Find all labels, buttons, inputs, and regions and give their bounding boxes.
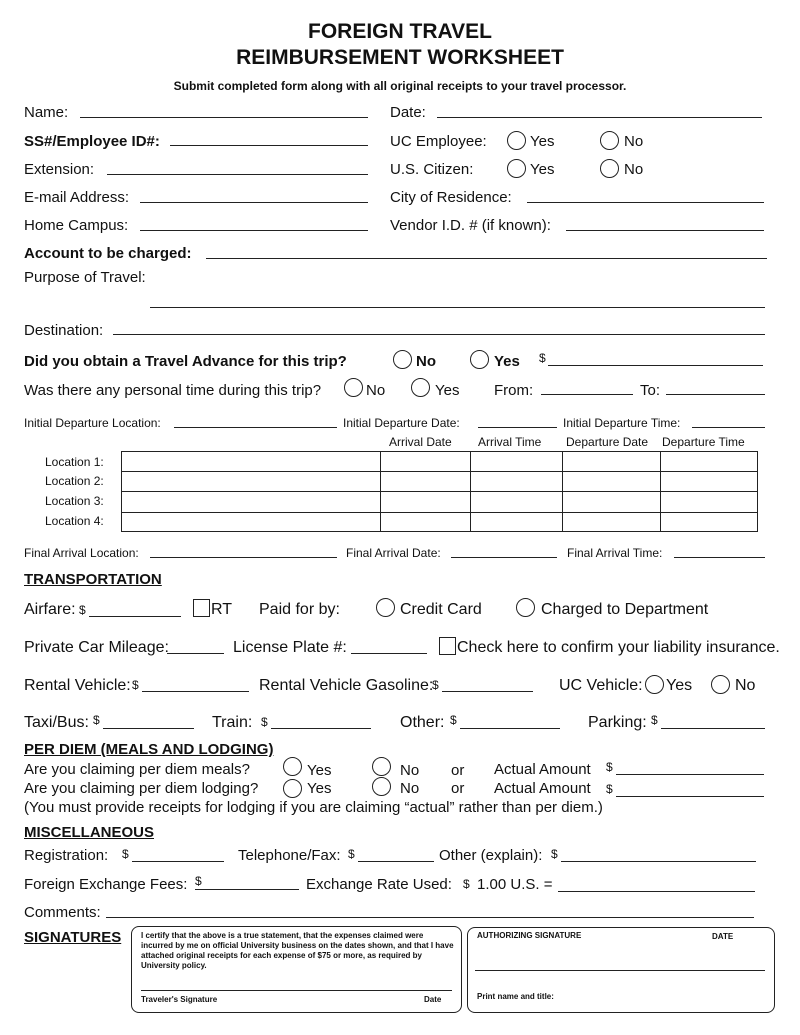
meals-yes-label: Yes [307,762,332,779]
other-field[interactable] [460,728,560,729]
from-label: From: [494,382,534,399]
date-field[interactable] [437,117,762,118]
final-time-field[interactable] [674,557,765,558]
telephone-label: Telephone/Fax: [238,847,341,864]
fx-fees-label: Foreign Exchange Fees: [24,876,188,893]
registration-label: Registration: [24,847,109,864]
meals-no-radio[interactable] [372,757,391,776]
traveler-signature-field[interactable] [141,990,452,991]
airfare-dollar-sign: $ [79,603,86,617]
uc-employee-label: UC Employee: [390,133,487,150]
authorizing-signature-field[interactable] [475,970,765,971]
print-name-label: Print name and title: [477,992,554,1001]
telephone-field[interactable] [358,861,434,862]
personal-time-yes-radio[interactable] [411,378,430,397]
initial-location-field[interactable] [174,427,337,428]
lodging-yes-radio[interactable] [283,779,302,798]
other-dollar-sign: $ [450,713,457,727]
exchange-rate-dollar-sign: $ [463,877,470,891]
credit-card-label: Credit Card [400,601,482,618]
liability-label: Check here to confirm your liability insurance. [457,639,780,656]
transportation-heading: TRANSPORTATION [24,571,162,588]
uc-employee-yes-radio[interactable] [507,131,526,150]
fx-fees-dollar-sign: $ [195,874,202,888]
final-location-label: Final Arrival Location: [24,546,139,560]
traveler-signature-label: Traveler's Signature [141,995,218,1004]
train-dollar-sign: $ [261,715,268,729]
lodging-actual-field[interactable] [616,796,764,797]
taxi-field[interactable] [103,728,194,729]
comments-field[interactable] [106,917,754,918]
form-title-line2: REIMBURSEMENT WORKSHEET [236,46,564,69]
us-citizen-yes-label: Yes [530,161,555,178]
airfare-label: Airfare: [24,601,76,618]
col-header-arrival-date: Arrival Date [389,435,452,449]
location-3-label: Location 3: [45,494,104,508]
traveler-date-label: Date [424,995,442,1004]
city-residence-label: City of Residence: [390,189,512,206]
uc-employee-yes-label: Yes [530,133,555,150]
personal-time-no-label: No [366,382,386,399]
registration-field[interactable] [132,861,224,862]
meals-dollar-sign: $ [606,760,613,774]
charged-dept-label: Charged to Department [541,601,709,618]
col-header-departure-time: Departure Time [662,435,745,449]
credit-card-radio[interactable] [376,598,395,617]
parking-label: Parking: [588,714,647,731]
destination-field[interactable] [113,334,765,335]
final-location-field[interactable] [150,557,337,558]
account-label: Account to be charged: [24,245,192,262]
license-plate-field[interactable] [351,653,427,654]
initial-date-label: Initial Departure Date: [343,416,460,430]
rental-vehicle-label: Rental Vehicle: [24,677,131,694]
lodging-no-radio[interactable] [372,777,391,796]
rt-checkbox[interactable] [193,599,210,617]
destination-label: Destination: [24,322,104,339]
rt-label: RT [211,601,233,618]
advance-dollar-sign: $ [539,351,546,365]
form-title-line1: FOREIGN TRAVEL [308,20,492,43]
fx-fees-field[interactable] [195,889,299,890]
lodging-actual-label: Actual Amount [494,780,591,797]
train-label: Train: [212,714,253,731]
city-residence-field[interactable] [527,202,764,203]
meals-yes-radio[interactable] [283,757,302,776]
advance-no-label: No [416,353,436,370]
signatures-heading: SIGNATURES [24,929,122,946]
lodging-yes-label: Yes [307,780,332,797]
rental-gas-dollar-sign: $ [432,678,439,692]
advance-yes-label: Yes [494,353,520,370]
per-diem-lodging-label: Are you claiming per diem lodging? [24,780,259,797]
us-citizen-no-radio[interactable] [600,159,619,178]
comments-label: Comments: [24,904,101,921]
final-time-label: Final Arrival Time: [567,546,663,560]
parking-dollar-sign: $ [651,713,658,727]
personal-time-question: Was there any personal time during this trip? [24,382,322,399]
col-header-departure-date: Departure Date [566,435,649,449]
private-car-field[interactable] [167,653,224,654]
final-date-field[interactable] [451,557,557,558]
other-explain-dollar-sign: $ [551,847,558,861]
meals-no-label: No [400,762,420,779]
advance-yes-radio[interactable] [470,350,489,369]
taxi-dollar-sign: $ [93,713,100,727]
uc-vehicle-yes-radio[interactable] [645,675,664,694]
to-label: To: [640,382,661,399]
other-explain-label: Other (explain): [439,847,543,864]
rental-vehicle-field[interactable] [142,691,249,692]
other-explain-field[interactable] [561,861,756,862]
exchange-rate-label: Exchange Rate Used: [306,876,452,893]
us-citizen-yes-radio[interactable] [507,159,526,178]
meals-actual-field[interactable] [616,774,764,775]
taxi-label: Taxi/Bus: [24,714,89,731]
name-label: Name: [24,104,69,121]
personal-time-no-radio[interactable] [344,378,363,397]
vendor-id-field[interactable] [566,230,764,231]
initial-date-field[interactable] [478,427,557,428]
purpose-field[interactable] [150,307,765,308]
purpose-label: Purpose of Travel: [24,269,146,286]
extension-label: Extension: [24,161,95,178]
rental-gas-field[interactable] [442,691,533,692]
authorizing-signature-label: AUTHORIZING SIGNATURE [477,931,582,940]
home-campus-label: Home Campus: [24,217,129,234]
lodging-or-label: or [451,780,465,797]
meals-or-label: or [451,762,465,779]
date-label: Date: [390,104,426,121]
us-citizen-label: U.S. Citizen: [390,161,474,178]
exchange-rate-value: 1.00 U.S. = [477,876,553,893]
lodging-dollar-sign: $ [606,782,613,796]
meals-actual-label: Actual Amount [494,761,591,778]
itinerary-row-divider [121,491,758,492]
authorizing-date-label: DATE [712,932,734,941]
initial-time-field[interactable] [692,427,765,428]
email-field[interactable] [140,202,368,203]
email-label: E-mail Address: [24,189,130,206]
uc-vehicle-no-radio[interactable] [711,675,730,694]
account-field[interactable] [206,258,767,259]
itinerary-row-divider [121,471,758,472]
final-date-label: Final Arrival Date: [346,546,441,560]
uc-employee-no-label: No [624,133,644,150]
uc-vehicle-yes-label: Yes [666,677,693,694]
location-1-label: Location 1: [45,455,104,469]
vendor-id-label: Vendor I.D. # (if known): [390,217,551,234]
telephone-dollar-sign: $ [348,847,355,861]
advance-question: Did you obtain a Travel Advance for this trip? [24,353,347,370]
parking-field[interactable] [661,728,765,729]
personal-time-yes-label: Yes [435,382,460,399]
charged-dept-radio[interactable] [516,598,535,617]
initial-time-label: Initial Departure Time: [563,416,681,430]
other-label: Other: [400,714,445,731]
airfare-field[interactable] [89,616,181,617]
per-diem-heading: PER DIEM (MEALS AND LODGING) [24,741,274,758]
per-diem-meals-label: Are you claiming per diem meals? [24,761,250,778]
uc-employee-no-radio[interactable] [600,131,619,150]
itinerary-row-divider [121,512,758,513]
license-plate-label: License Plate #: [233,639,347,656]
extension-field[interactable] [107,174,368,175]
location-4-label: Location 4: [45,514,104,528]
paid-for-by-label: Paid for by: [259,601,340,618]
rental-vehicle-dollar-sign: $ [132,678,139,692]
employee-id-label: SS#/Employee ID#: [24,133,160,150]
uc-vehicle-no-label: No [735,677,756,694]
advance-amount-field[interactable] [548,365,763,366]
rental-gas-label: Rental Vehicle Gasoline: [259,677,434,694]
uc-vehicle-label: UC Vehicle: [559,677,643,694]
liability-checkbox[interactable] [439,637,456,655]
from-field[interactable] [541,394,633,395]
us-citizen-no-label: No [624,161,644,178]
home-campus-field[interactable] [140,230,368,231]
col-header-arrival-time: Arrival Time [478,435,542,449]
registration-dollar-sign: $ [122,847,129,861]
to-field[interactable] [666,394,765,395]
per-diem-note: (You must provide receipts for lodging if you are claiming “actual” rather than per diem.) [24,799,603,816]
location-2-label: Location 2: [45,474,104,488]
advance-no-radio[interactable] [393,350,412,369]
misc-heading: MISCELLANEOUS [24,824,155,841]
name-field[interactable] [80,117,368,118]
employee-id-field[interactable] [170,145,368,146]
train-field[interactable] [271,728,371,729]
initial-location-label: Initial Departure Location: [24,416,161,430]
exchange-rate-field[interactable] [558,891,755,892]
form-subtitle: Submit completed form along with all original receipts to your travel processor. [173,79,627,93]
private-car-label: Private Car Mileage: [24,639,169,656]
lodging-no-label: No [400,780,420,797]
certification-statement: I certify that the above is a true statement, that the expenses claimed were incurred by me on official University business on the dates shown, and that I have attached original receipts for each expense of $75 or more, as required by University policy. [141,931,454,970]
